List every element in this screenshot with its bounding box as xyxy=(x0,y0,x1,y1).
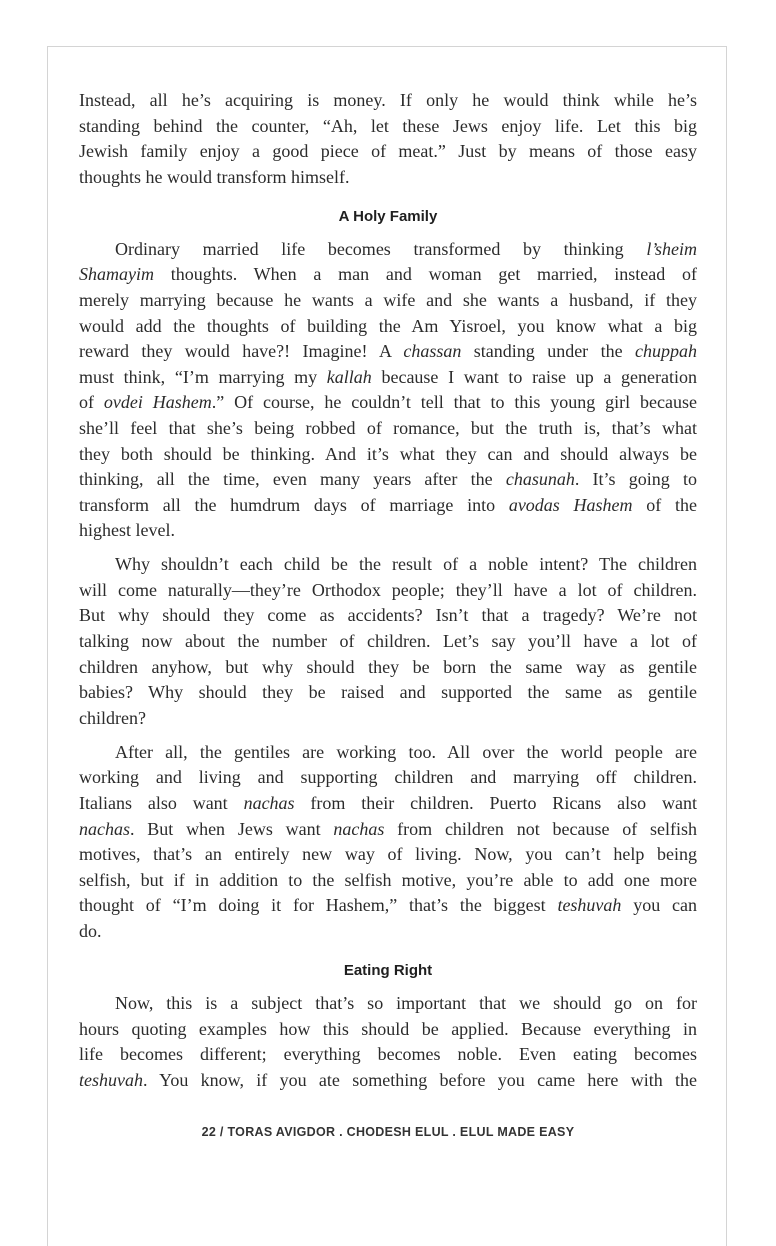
text-run: Why shouldn’t each child be the result of a noble intent? The children xyxy=(115,554,697,575)
text-run: motives, that’s an entirely new way of living. Now, you can’t help being xyxy=(79,844,697,865)
text-run: babies? Why should they be raised and supported the same as gentile xyxy=(79,682,697,703)
text-line xyxy=(79,237,697,263)
text-run: would add the thoughts of building the Am Yisroel, you know what a big xyxy=(79,315,697,336)
text-line xyxy=(79,114,697,140)
italic-term: nachas xyxy=(79,818,130,839)
text-run: talking now about the number of children. Let’s say you’ll have a lot of xyxy=(79,631,697,652)
text-line xyxy=(79,893,697,919)
text-line xyxy=(79,991,697,1017)
italic-term: chuppah xyxy=(635,341,697,362)
text-run: of the xyxy=(632,494,698,515)
text-line xyxy=(79,518,697,544)
text-line xyxy=(79,493,697,519)
italic-term: Shamayim xyxy=(79,264,154,285)
text-line xyxy=(79,740,697,766)
paragraph xyxy=(79,991,697,1093)
text-run: from children not because of selfish xyxy=(384,818,697,839)
text-line xyxy=(79,817,697,843)
text-run: merely marrying because he wants a wife and she wants a husband, if they xyxy=(79,289,697,310)
text-run: must think, “I’m marrying my xyxy=(79,366,327,387)
text-line xyxy=(79,467,697,493)
text-run: Ordinary married life becomes transformed by thinking xyxy=(115,238,647,259)
text-line xyxy=(79,139,697,165)
text-run: of xyxy=(79,392,104,413)
text-line xyxy=(79,314,697,340)
text-line xyxy=(79,1042,697,1068)
text-run: . It’s going to xyxy=(574,469,697,490)
text-run: . You know, if you ate something before you came here with the xyxy=(142,1069,697,1090)
running-footer: 22 / TORAS AVIGDOR . CHODESH ELUL . ELUL MADE EASY xyxy=(201,1125,575,1139)
paragraph xyxy=(79,88,697,190)
text-line xyxy=(79,791,697,817)
text-line xyxy=(79,365,697,391)
text-run: .” Of course, he couldn’t tell that to this young girl because xyxy=(211,392,697,413)
text-run: highest level. xyxy=(79,520,175,541)
italic-term: kallah xyxy=(326,366,372,387)
italic-term: teshuvah xyxy=(79,1069,143,1090)
text-run: selfish, but if in addition to the selfish motive, you’re able to add one more xyxy=(79,869,697,890)
text-run: do. xyxy=(79,920,102,941)
text-run: transform all the humdrum days of marriage into xyxy=(79,494,509,515)
text-line xyxy=(79,416,697,442)
section-heading: Eating Right xyxy=(343,961,433,979)
text-line xyxy=(79,88,697,114)
text-line xyxy=(79,680,697,706)
text-line xyxy=(79,919,697,945)
text-run: you can xyxy=(621,895,698,916)
text-run: standing under the xyxy=(461,341,635,362)
text-run: they both should be thinking. And it’s what they can and should always be xyxy=(79,443,697,464)
text-run: reward they would have?! Imagine! A xyxy=(79,341,404,362)
text-line xyxy=(79,1068,697,1094)
italic-term: chassan xyxy=(403,341,462,362)
text-run: Now, this is a subject that’s so important that we should go on for xyxy=(115,992,697,1013)
text-line xyxy=(79,288,697,314)
text-line xyxy=(79,629,697,655)
text-run: working and living and supporting children and marrying off children. xyxy=(79,767,697,788)
text-line xyxy=(79,552,697,578)
text-run: will come naturally—they’re Orthodox people; they’ll have a lot of children. xyxy=(79,579,697,600)
italic-term: teshuvah xyxy=(557,895,622,916)
text-run: Jewish family enjoy a good piece of meat.” Just by means of those easy xyxy=(79,141,697,162)
paragraph xyxy=(79,237,697,544)
text-run: thoughts. When a man and woman get married, instead of xyxy=(154,264,697,285)
text-line xyxy=(79,842,697,868)
text-run: Italians also want xyxy=(79,793,244,813)
text-run: thoughts he would transform himself. xyxy=(79,166,350,187)
text-run: children anyhow, but why should they be born the same way as gentile xyxy=(79,656,697,677)
text-run: thought of “I’m doing it for Hashem,” that’s the biggest xyxy=(79,895,558,916)
text-run: Instead, all he’s acquiring is money. If only he would think while he’s xyxy=(79,90,697,110)
text-run: from their children. Puerto Ricans also want xyxy=(294,793,698,813)
text-run: After all, the gentiles are working too. All over the world people are xyxy=(115,741,697,762)
paragraph xyxy=(79,552,697,731)
page-body xyxy=(79,88,697,1102)
italic-term: nachas xyxy=(333,818,385,839)
text-line xyxy=(79,262,697,288)
text-run: children? xyxy=(79,707,146,728)
text-run: standing behind the counter, “Ah, let these Jews enjoy life. Let this big xyxy=(79,115,697,136)
text-run: . But when Jews want xyxy=(130,818,334,839)
text-run: thinking, all the time, even many years after the xyxy=(79,469,506,490)
text-line xyxy=(79,442,697,468)
text-line xyxy=(79,390,697,416)
text-line xyxy=(79,1017,697,1043)
italic-term: chasunah xyxy=(505,469,575,490)
italic-term: ovdei Hashem xyxy=(103,392,212,413)
italic-term: l’sheim xyxy=(646,238,697,259)
text-line xyxy=(79,578,697,604)
paragraph xyxy=(79,740,697,945)
text-run: life becomes different; everything becomes noble. Even eating becomes xyxy=(79,1044,697,1065)
text-run: because I want to raise up a generation xyxy=(371,366,697,387)
text-line xyxy=(79,868,697,894)
section-heading: A Holy Family xyxy=(338,207,438,225)
text-line xyxy=(79,706,697,732)
text-run: But why should they come as accidents? Isn’t that a tragedy? We’re not xyxy=(79,605,697,626)
text-line xyxy=(79,655,697,681)
italic-term: nachas xyxy=(243,793,295,813)
text-line xyxy=(79,165,697,191)
text-line xyxy=(79,603,697,629)
text-run: she’ll feel that she’s being robbed of romance, but the truth is, that’s what xyxy=(79,417,697,438)
italic-term: avodas Hashem xyxy=(508,494,633,515)
text-line xyxy=(79,765,697,791)
text-line xyxy=(79,339,697,365)
text-run: hours quoting examples how this should be applied. Because everything in xyxy=(79,1018,697,1039)
